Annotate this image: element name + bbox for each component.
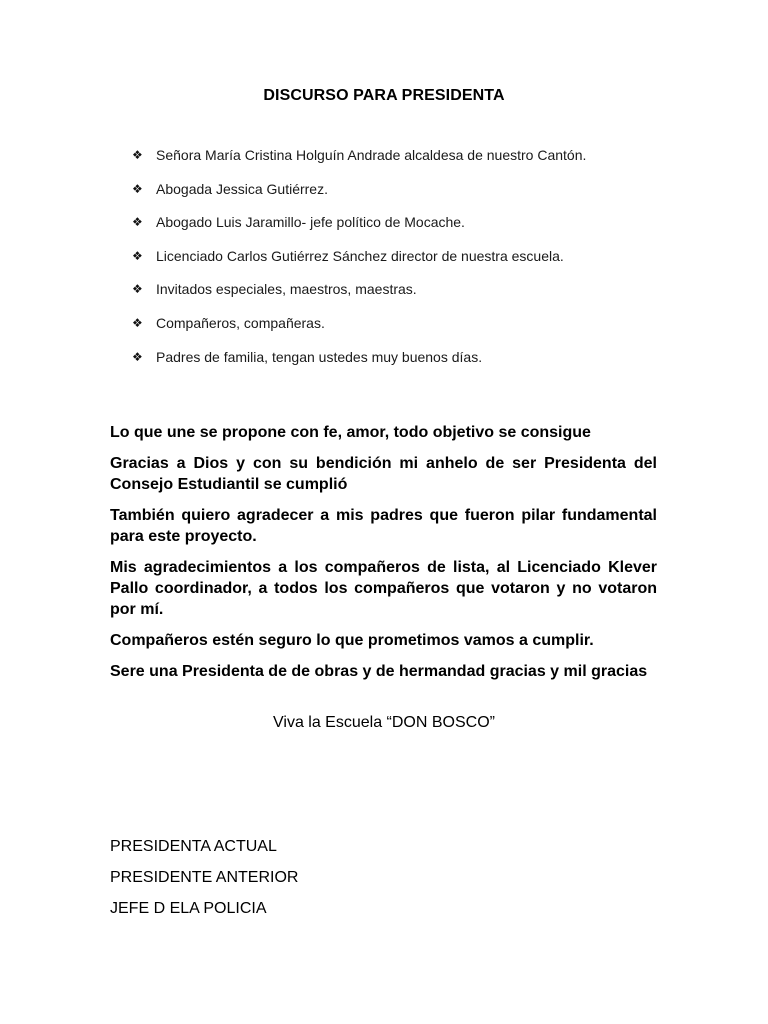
greeting-text: Licenciado Carlos Gutiérrez Sánchez director de nuestra escuela.	[156, 247, 564, 264]
speech-paragraph: Compañeros estén seguro lo que prometimos vamos a cumplir.	[110, 632, 594, 649]
diamond-bullet-icon: ❖	[132, 282, 143, 297]
speech-paragraph: Sere una Presidenta de de obras y de hermandad gracias y mil gracias	[110, 663, 648, 680]
greetings-list	[132, 146, 586, 381]
list-item	[132, 146, 586, 180]
speech-paragraph: Lo que une se propone con fe, amor, todo objetivo se consigue	[110, 424, 591, 441]
speech-paragraph: Mis agradecimientos a los compañeros de lista, al Licenciado Klever Pallo coordinador, a todos los compañeros que votaron y no votaron por mí.	[110, 559, 657, 618]
list-item	[132, 348, 586, 382]
greeting-text: Invitados especiales, maestros, maestras.	[156, 281, 417, 298]
list-item	[132, 247, 586, 281]
greeting-text: Abogado Luis Jaramillo- jefe político de Mocache.	[156, 214, 465, 231]
diamond-bullet-icon: ❖	[132, 248, 143, 263]
role-item: PRESIDENTA ACTUAL	[110, 838, 277, 855]
greeting-text: Padres de familia, tengan ustedes muy buenos días.	[156, 348, 483, 365]
diamond-bullet-icon: ❖	[132, 148, 143, 162]
roles-list	[110, 836, 298, 929]
role-item: JEFE D ELA POLICIA	[110, 900, 267, 917]
list-item	[132, 280, 586, 314]
diamond-bullet-icon: ❖	[132, 349, 143, 364]
greeting-text: Abogada Jessica Gutiérrez.	[156, 180, 328, 197]
list-item	[132, 213, 586, 247]
diamond-bullet-icon: ❖	[132, 181, 143, 196]
page-title: DISCURSO PARA PRESIDENTA	[263, 87, 505, 104]
speech-body	[110, 422, 657, 692]
speech-paragraph: Gracias a Dios y con su bendición mi anhelo de ser Presidenta del Consejo Estudiantil se cumplió	[110, 455, 657, 493]
speech-paragraph: También quiero agradecer a mis padres que fueron pilar fundamental para este proyecto.	[110, 507, 657, 545]
role-item: PRESIDENTE ANTERIOR	[110, 869, 299, 886]
greeting-text: Compañeros, compañeras.	[156, 314, 325, 331]
diamond-bullet-icon: ❖	[132, 315, 143, 330]
closing-line: Viva la Escuela “DON BOSCO”	[273, 714, 495, 731]
greeting-text: Señora María Cristina Holguín Andrade alcaldesa de nuestro Cantón.	[156, 147, 587, 163]
diamond-bullet-icon: ❖	[132, 215, 143, 230]
list-item	[132, 314, 586, 348]
list-item	[132, 180, 586, 214]
